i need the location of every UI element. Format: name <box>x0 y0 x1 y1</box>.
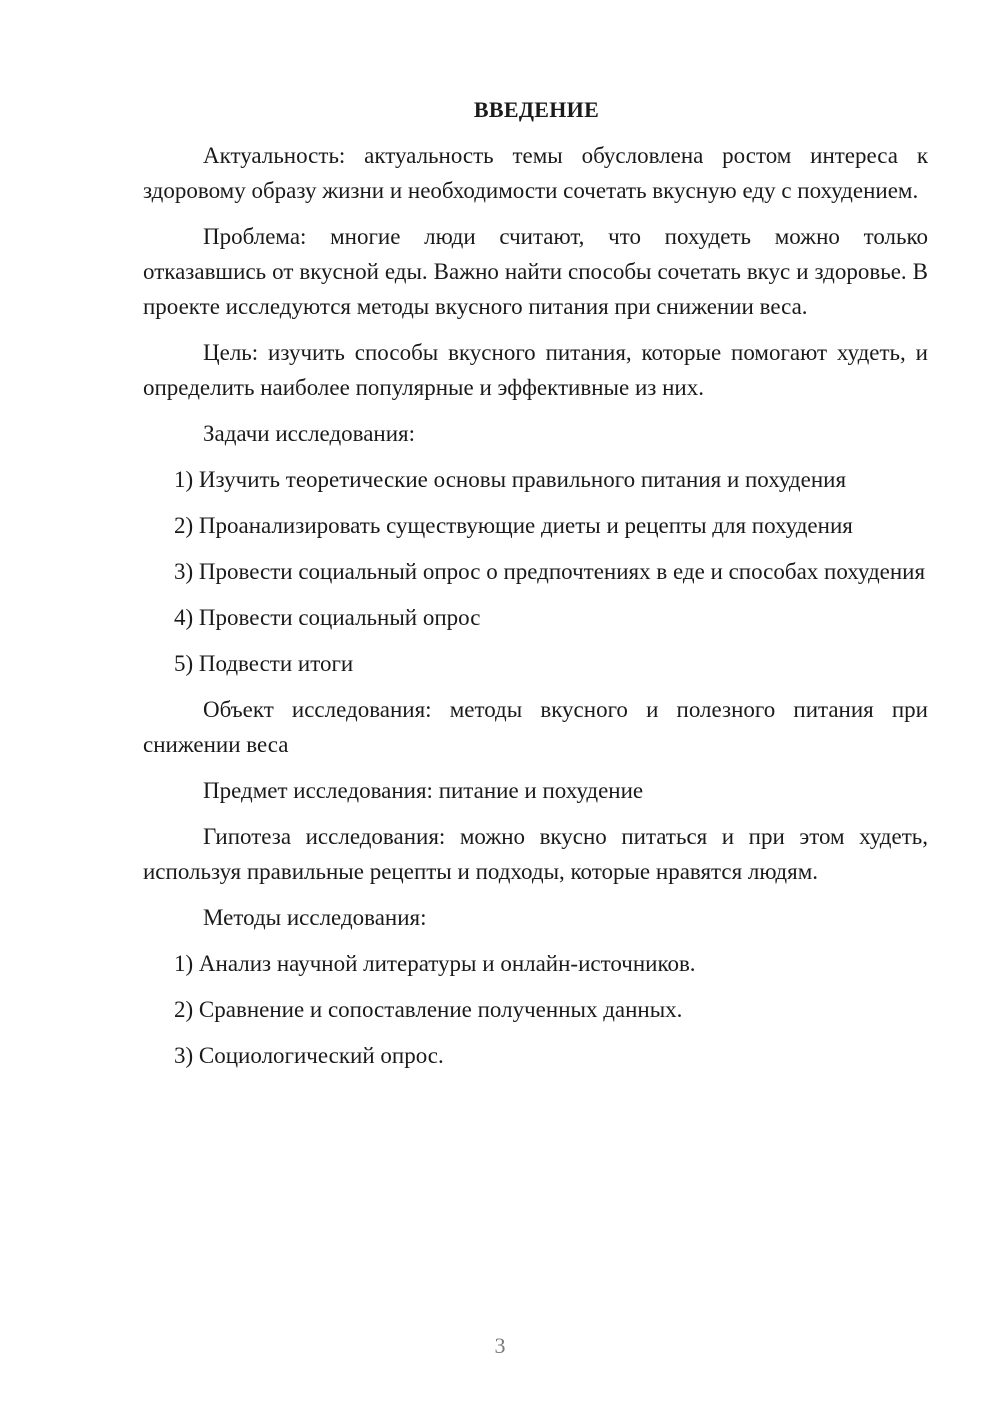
hypothesis-paragraph: Гипотеза исследования: можно вкусно питаться и при этом худеть, используя правильные рецепты и подходы, которые нравятся людям. <box>143 824 928 884</box>
method-item-3: 3) Социологический опрос. <box>174 1043 444 1068</box>
subject-paragraph: Предмет исследования: питание и похудение <box>203 778 644 803</box>
task-item-2: 2) Проанализировать существующие диеты и рецепты для похудения <box>174 513 853 538</box>
relevance-paragraph: Актуальность: актуальность темы обусловлена ростом интереса к здоровому образу жизни и необходимости сочетать вкусную еду с похудением. <box>143 143 928 203</box>
methods-heading: Методы исследования: <box>203 905 427 930</box>
task-item-3: 3) Провести социальный опрос о предпочтениях в еде и способах похудения <box>174 559 926 584</box>
task-item-1: 1) Изучить теоретические основы правильного питания и похудения <box>174 467 847 492</box>
section-title: ВВЕДЕНИЕ <box>473 97 600 122</box>
document-page <box>143 92 928 1084</box>
tasks-heading: Задачи исследования: <box>203 421 416 446</box>
task-item-5: 5) Подвести итоги <box>174 651 354 676</box>
object-paragraph: Объект исследования: методы вкусного и полезного питания при снижении веса <box>143 697 928 757</box>
goal-paragraph: Цель: изучить способы вкусного питания, которые помогают худеть, и определить наиболее популярные и эффективные из них. <box>143 340 928 400</box>
problem-paragraph: Проблема: многие люди считают, что похудеть можно только отказавшись от вкусной еды. Важно найти способы сочетать вкус и здоровье. В проекте исследуются методы вкусного питания при снижении веса. <box>143 224 928 319</box>
task-item-4: 4) Провести социальный опрос <box>174 605 481 630</box>
page-number: 3 <box>494 1333 506 1358</box>
method-item-1: 1) Анализ научной литературы и онлайн-источников. <box>174 951 696 976</box>
method-item-2: 2) Сравнение и сопоставление полученных данных. <box>174 997 683 1022</box>
